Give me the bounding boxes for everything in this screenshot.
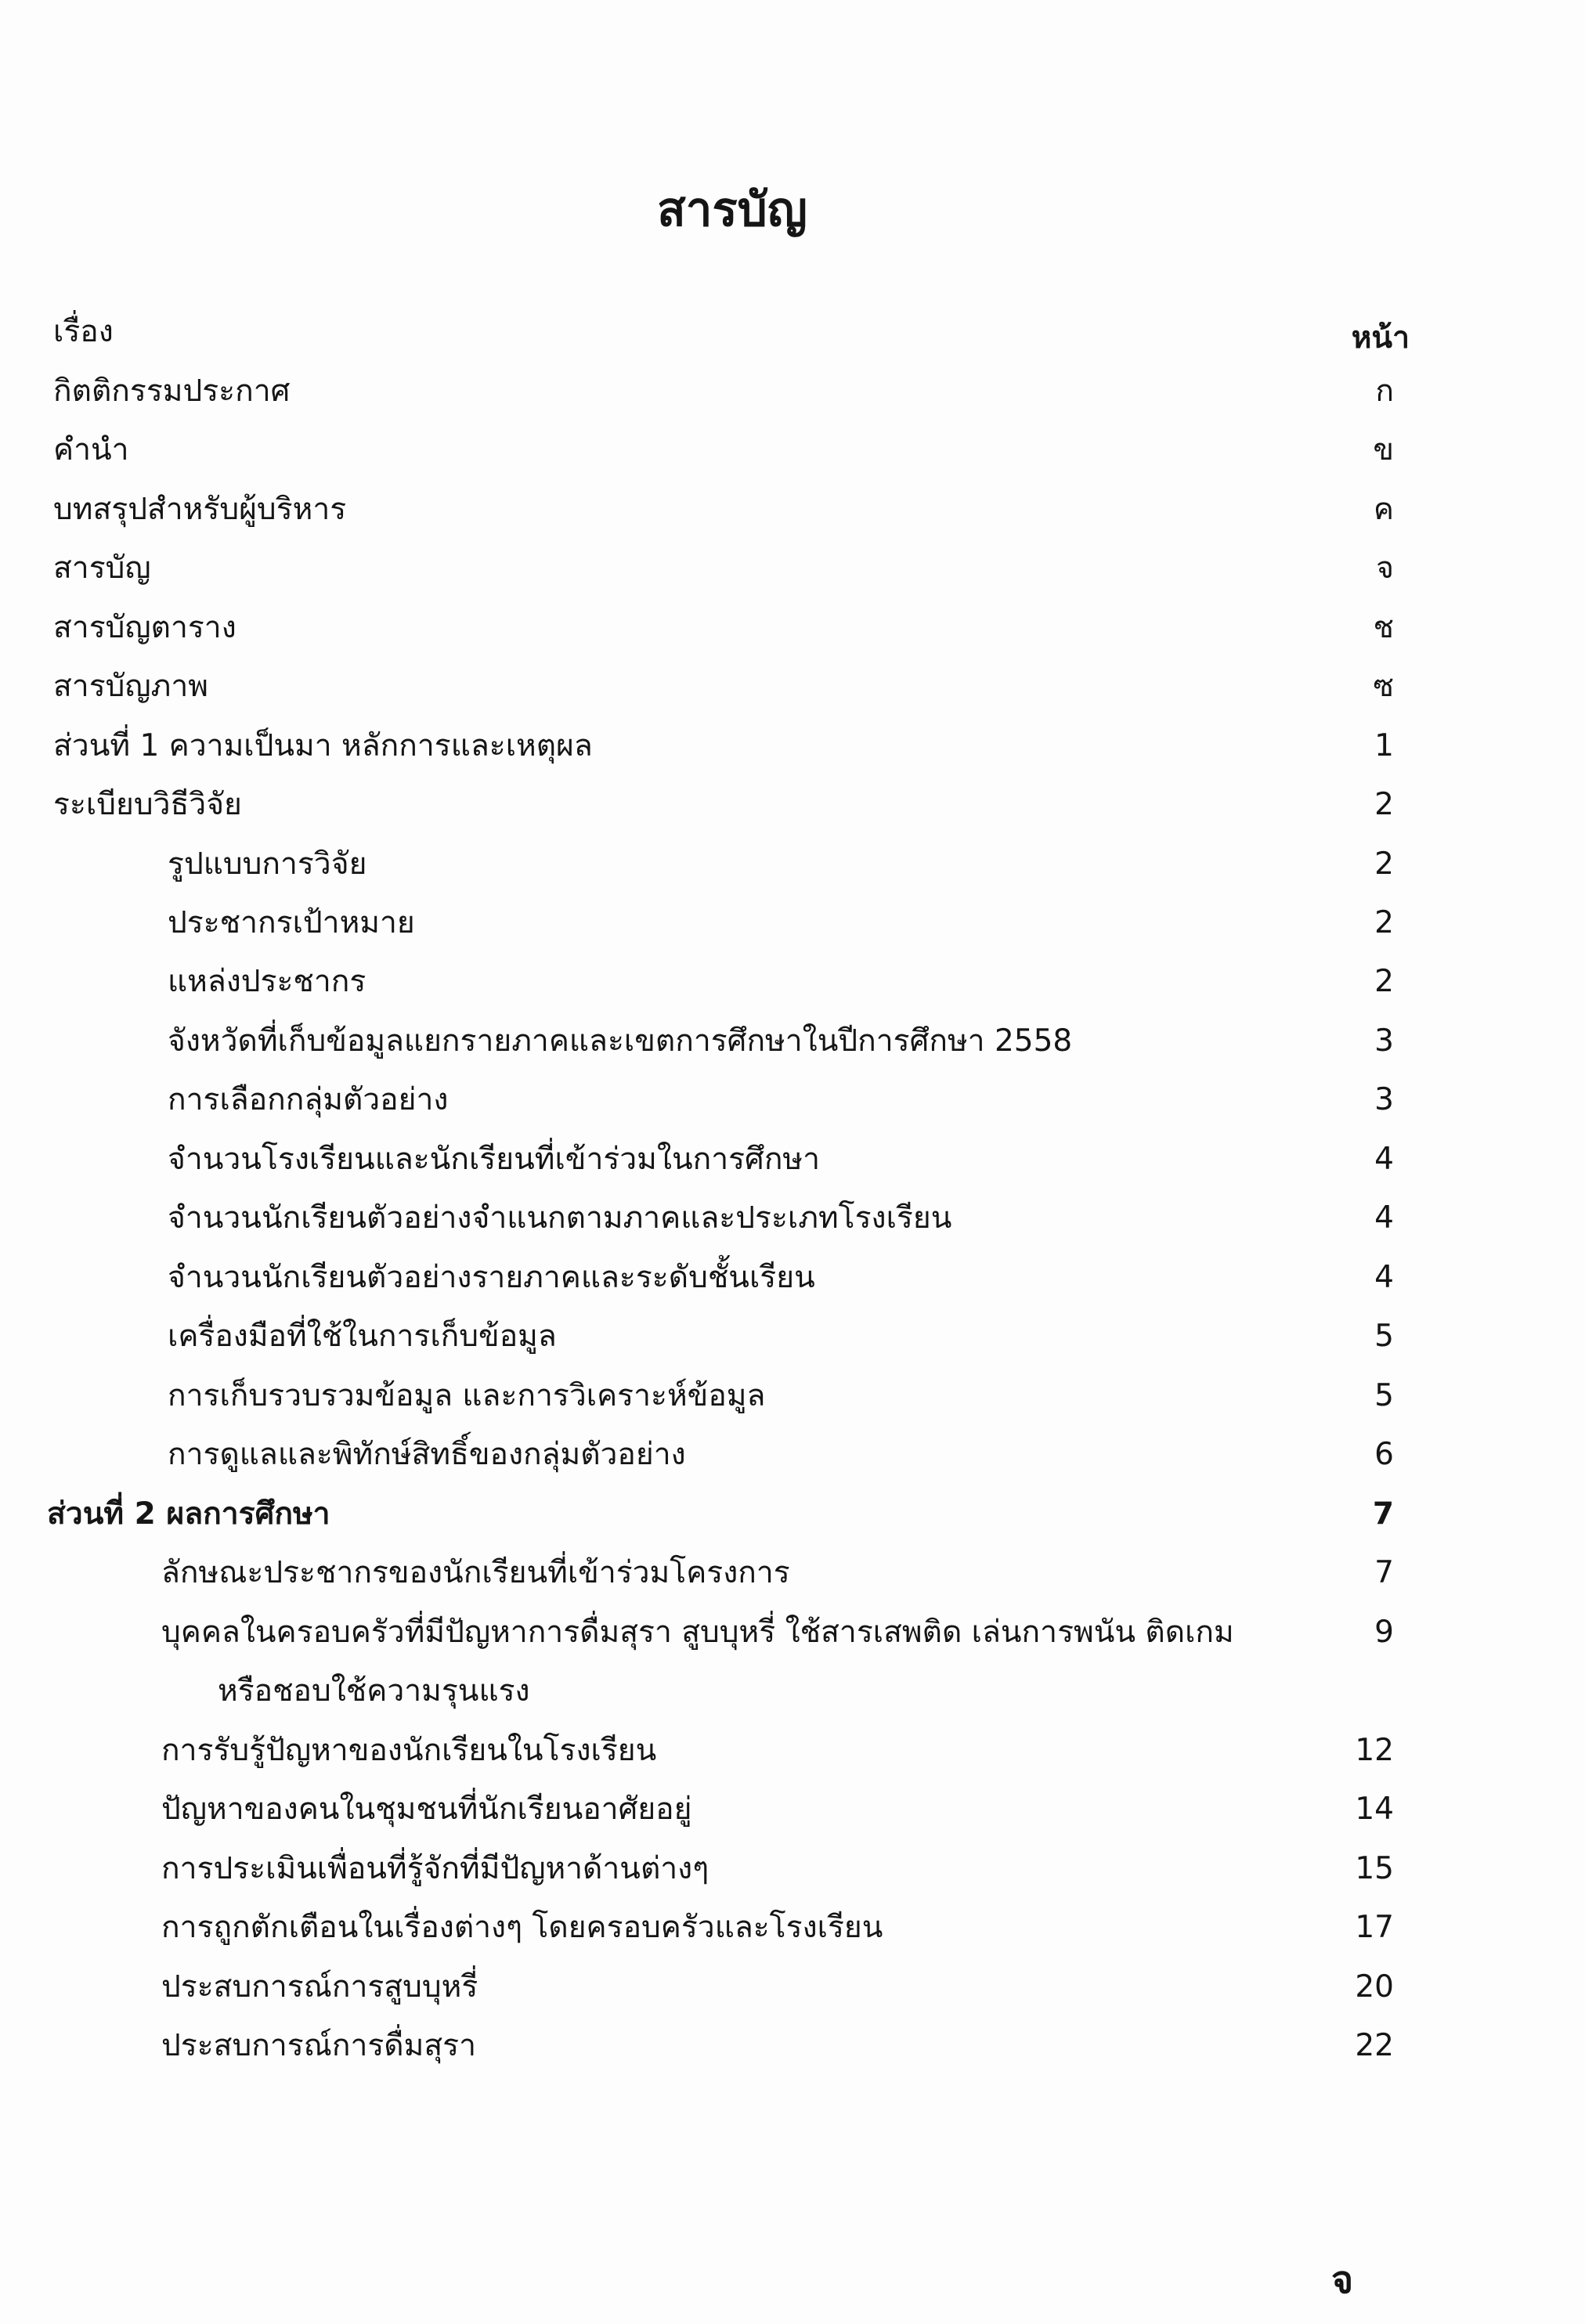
toc-entry-page: 7 [1372,1496,1394,1532]
toc-entry [161,1844,1394,1894]
toc-entry [168,1075,1394,1125]
page-number-footer: จ [1331,2258,1354,2302]
toc-entry-label: เครื่องมือที่ใช้ในการเก็บข้อมูล [168,1319,557,1354]
toc-entry-label: จังหวัดที่เก็บข้อมูลแยกรายภาคและเขตการศึกษาในปีการศึกษา 2558 [168,1023,1073,1059]
toc-entry-label: ปัญหาของคนในชุมชนที่นักเรียนอาศัยอยู่ [161,1792,692,1827]
toc-entry-label: ประสบการณ์การดื่มสุรา [161,2028,476,2063]
toc-entry-label: การรับรู้ปัญหาของนักเรียนในโรงเรียน [161,1733,657,1768]
toc-section-heading [53,780,1394,830]
toc-entry-label: จำนวนนักเรียนตัวอย่างจำแนกตามภาคและประเภทโรงเรียน [168,1200,952,1236]
toc-entry-page: 4 [1374,1260,1394,1295]
toc-entry [53,721,1394,771]
toc-entry-page: 15 [1355,1851,1394,1886]
toc-entry-page: ก [1375,374,1394,409]
toc-entry-page: ข [1373,432,1394,467]
toc-entry-label: การเก็บรวบรวมข้อมูล และการวิเคราะห์ข้อมูล [168,1378,766,1413]
toc-header-row [53,307,1410,357]
toc-entry-label: จำนวนนักเรียนตัวอย่างรายภาคและระดับชั้นเรียน [168,1260,815,1295]
toc-entry [168,1312,1394,1362]
toc-entry [168,839,1394,890]
toc-entry [161,1962,1394,2012]
toc-entry-page: 4 [1374,1142,1394,1177]
toc-entry-page: 2 [1374,846,1394,882]
toc-entry [161,1784,1394,1835]
toc-entry [161,1903,1394,1953]
toc-entry-page: 2 [1374,905,1394,940]
toc-entry-page: 1 [1374,728,1394,763]
toc-entry [168,1193,1394,1243]
toc-entry-label: ประสบการณ์การสูบบุหรี่ [161,1969,478,2005]
toc-entry-label: สารบัญภาพ [53,669,208,704]
toc-entry [53,366,1394,417]
toc-entry-page: 5 [1374,1378,1394,1413]
toc-entry-label: บทสรุปสำหรับผู้บริหาร [53,492,347,527]
page-title: สารบัญ [657,182,807,237]
toc-entry-page: 12 [1355,1733,1394,1768]
toc-entry-page: 7 [1374,1555,1394,1590]
toc-entry-label: กิตติกรรมประกาศ [53,374,291,409]
toc-entry [168,1016,1394,1066]
toc-header-page: หน้า [1351,320,1410,355]
toc-entry-page: 3 [1374,1023,1394,1059]
toc-entry-page: 3 [1374,1082,1394,1117]
toc-entry-label: บุคคลในครอบครัวที่มีปัญหาการดื่มสุรา สูบบุหรี่ ใช้สารเสพติด เล่นการพนัน ติดเกม [161,1615,1234,1650]
toc-entry-label: การเลือกกลุ่มตัวอย่าง [168,1082,449,1117]
toc-entry-label: คำนำ [53,432,129,467]
toc-entry-continuation [218,1666,1394,1716]
toc-entry [168,898,1394,948]
toc-entry [161,2021,1394,2071]
toc-entry [53,485,1394,535]
toc-entry-label: การประเมินเพื่อนที่รู้จักที่มีปัญหาด้านต่างๆ [161,1851,709,1886]
toc-entry [168,957,1394,1007]
toc-entry-label: ระเบียบวิธีวิจัย [53,787,242,822]
toc-entry-label: สารบัญ [53,550,151,586]
toc-entry-label: รูปแบบการวิจัย [168,846,367,882]
toc-entry [168,1371,1394,1421]
toc-entry-page: 22 [1355,2028,1394,2063]
toc-entry-page: ช [1373,610,1394,645]
toc-entry-page: 6 [1374,1437,1394,1472]
toc-entry-label: ลักษณะประชากรของนักเรียนที่เข้าร่วมโครงการ [161,1555,790,1590]
toc-entry [53,543,1394,594]
toc-entry-page: 2 [1374,787,1394,822]
toc-entry-label: หรือชอบใช้ความรุนแรง [218,1673,530,1709]
toc-entry-page: 4 [1374,1200,1394,1236]
toc-entry [53,603,1394,653]
toc-entry-label: ส่วนที่ 2 ผลการศึกษา [47,1496,330,1532]
toc-section-heading [47,1489,1394,1539]
toc-entry-label: การถูกตักเตือนในเรื่องต่างๆ โดยครอบครัวและโรงเรียน [161,1910,883,1945]
toc-header-page-row [1316,313,1410,363]
toc-entry-page: 17 [1355,1910,1394,1945]
toc-entry-page: 9 [1374,1615,1394,1650]
toc-entry-label: จำนวนโรงเรียนและนักเรียนที่เข้าร่วมในการศึกษา [168,1142,821,1177]
toc-entry [168,1430,1394,1480]
toc-entry-page: 2 [1374,964,1394,999]
toc-entry [53,425,1394,475]
toc-entry-page: จ [1376,550,1394,586]
toc-entry-label: ส่วนที่ 1 ความเป็นมา หลักการและเหตุผล [53,728,593,763]
toc-entry [168,1253,1394,1303]
toc-entry-page: 20 [1355,1969,1394,2005]
toc-entry-label: ประชากรเป้าหมาย [168,905,415,940]
toc-entry [161,1548,1394,1598]
toc-entry [168,1135,1394,1185]
toc-header-topic: เรื่อง [53,314,114,349]
toc-entry-page: 5 [1374,1319,1394,1354]
toc-entry-page: ค [1373,492,1394,527]
toc-entry-page: ซ [1373,669,1394,704]
toc-entry-label: สารบัญตาราง [53,610,236,645]
toc-entry [161,1608,1394,1658]
toc-entry-label: การดูแลและพิทักษ์สิทธิ์ของกลุ่มตัวอย่าง [168,1437,686,1472]
toc-entry [53,662,1394,712]
toc-entry-page: 14 [1355,1792,1394,1827]
toc-entry-label: แหล่งประชากร [168,964,366,999]
toc-entry [161,1726,1394,1776]
